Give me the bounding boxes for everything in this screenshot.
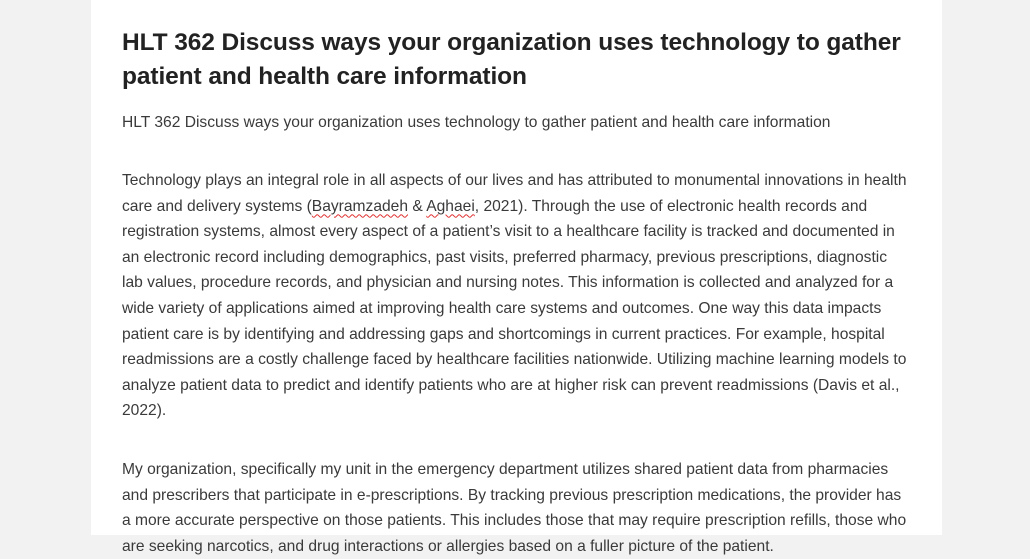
article-content (122, 26, 912, 559)
paragraph-1 (122, 168, 912, 424)
article-subtitle: HLT 362 Discuss ways your organization uses technology to gather patient and health care information (122, 114, 831, 131)
paragraph-2: My organization, specifically my unit in the emergency department utilizes shared patient data from pharmacies and prescribers that participate in e-prescriptions. By tracking previous prescription medications, the provider has a more accurate perspective on those patients. This includes those that may require prescription refills, those who are seeking narcotics, and drug interactions or allergies based on a fuller picture of the patient. (122, 460, 907, 555)
paragraph-1-text-ampersand: & (408, 197, 427, 215)
paragraph-1-text-end: , 2021). Through the use of electronic health records and registration systems, almost every aspect of a patient’s visit to a healthcare facility is tracked and documented in an electronic record including demographics, past visits, preferred pharmacy, previous prescriptions, diagnostic lab values, procedure records, and physician and nursing notes. This information is collected and analyzed for a wide variety of applications aimed at improving health care systems and outcomes. One way this data impacts patient care is by identifying and addressing gaps and shortcomings in current practices. For example, hospital readmissions are a costly challenge faced by healthcare facilities nationwide. Utilizing machine learning models to analyze patient data to predict and identify patients who are at higher risk can prevent readmissions (Davis et al., 2022). (122, 197, 907, 420)
article-page (91, 0, 942, 555)
paragraph-1-text-start: Technology plays an integral role in all aspects of our lives and has attributed to monumental innovations in health care and delivery systems ( (122, 172, 907, 215)
spellcheck-word[interactable]: Bayramzadeh (311, 197, 409, 215)
spellcheck-word[interactable]: Aghaei (426, 197, 475, 215)
article-title: HLT 362 Discuss ways your organization uses technology to gather patient and health care information (122, 29, 901, 90)
